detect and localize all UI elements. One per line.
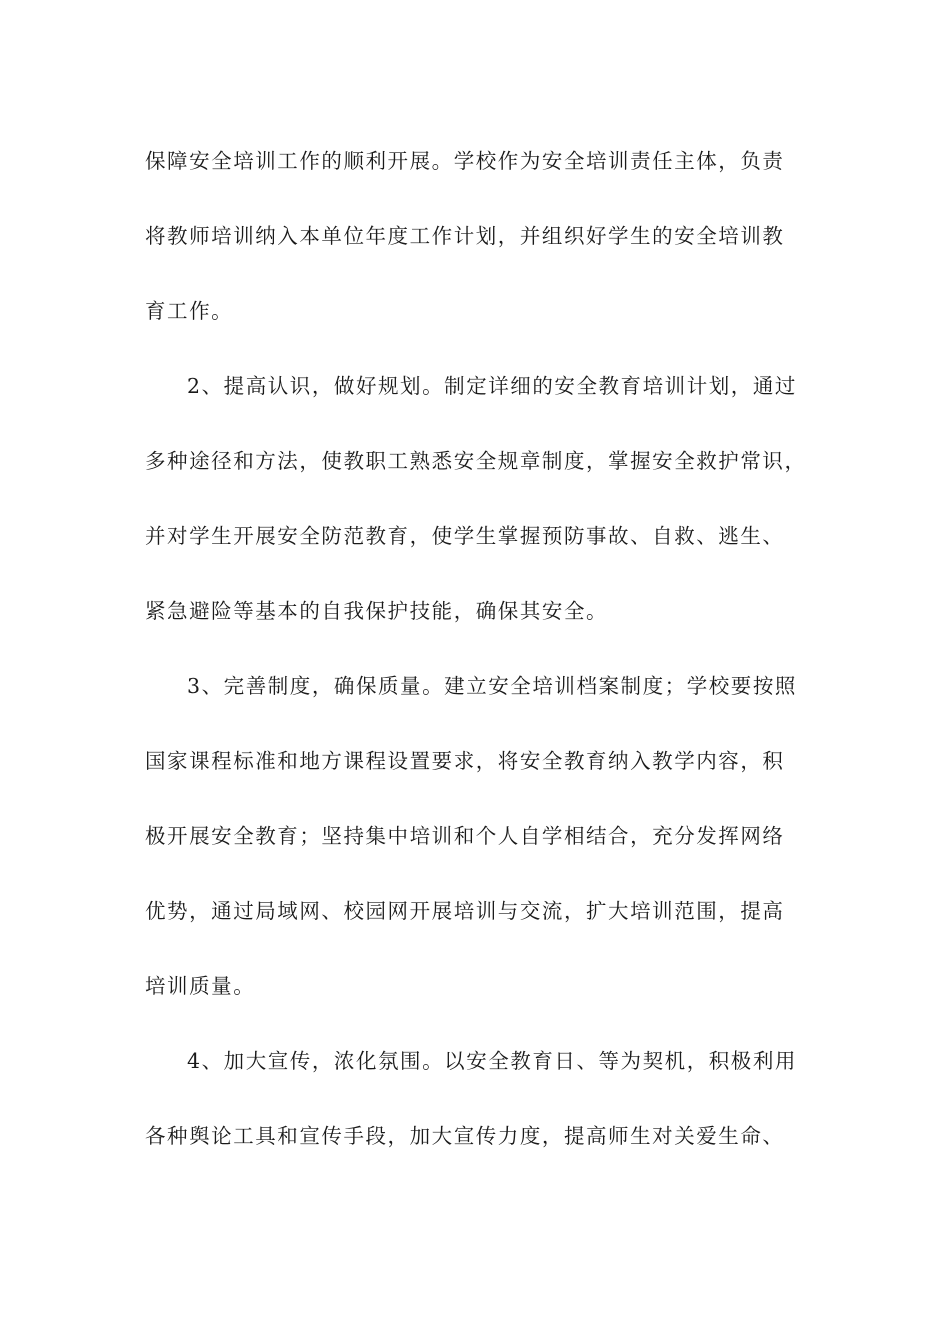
paragraph-3-line-2: 国家课程标准和地方课程设置要求，将安全教育纳入教学内容，积: [145, 749, 785, 773]
paragraph-1-line-1: 保障安全培训工作的顺利开展。学校作为安全培训责任主体，负责: [145, 149, 785, 173]
paragraph-2-line-2: 多种途径和方法，使教职工熟悉安全规章制度，掌握安全救护常识，: [145, 449, 807, 473]
paragraph-3-line-3: 极开展安全教育；坚持集中培训和个人自学相结合，充分发挥网络: [145, 824, 785, 848]
paragraph-2-line-4: 紧急避险等基本的自我保护技能，确保其安全。: [145, 599, 609, 623]
paragraph-2-line-1: 2、提高认识，做好规划。制定详细的安全教育培训计划，通过: [187, 374, 797, 398]
paragraph-3-line-4: 优势，通过局域网、校园网开展培训与交流，扩大培训范围，提高: [145, 899, 785, 923]
paragraph-4-line-2: 各种舆论工具和宣传手段，加大宣传力度，提高师生对关爱生命、: [145, 1124, 785, 1148]
paragraph-3-line-1: 3、完善制度，确保质量。建立安全培训档案制度；学校要按照: [187, 674, 797, 698]
paragraph-3-line-5: 培训质量。: [145, 974, 256, 998]
paragraph-1-line-3: 育工作。: [145, 299, 234, 323]
paragraph-4-line-1: 4、加大宣传，浓化氛围。以安全教育日、等为契机，积极利用: [187, 1049, 797, 1073]
paragraph-1-line-2: 将教师培训纳入本单位年度工作计划，并组织好学生的安全培训教: [145, 224, 785, 248]
paragraph-2-line-3: 并对学生开展安全防范教育，使学生掌握预防事故、自救、逃生、: [145, 524, 785, 548]
